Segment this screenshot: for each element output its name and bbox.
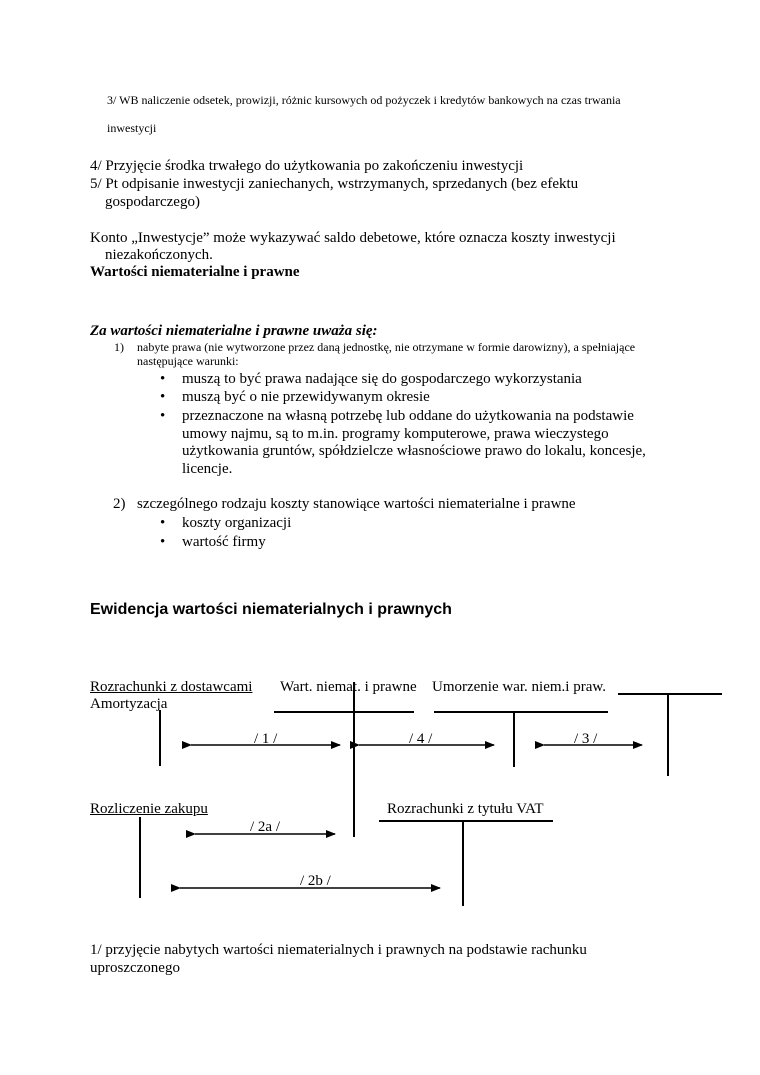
section-heading: Wartości niematerialne i prawne: [90, 264, 300, 280]
item-3-line-2: inwestycji: [107, 121, 157, 135]
bullet-item-line: umowy najmu, są to m.in. programy komputerowe, prawa wieczystego: [182, 426, 609, 442]
bullet-item: koszty organizacji: [182, 515, 292, 531]
account-label-amortyzacja: Amortyzacja: [90, 696, 168, 712]
konto-note-line-2: niezakończonych.: [105, 247, 213, 263]
account-label-umorzenie: Umorzenie war. niem.i praw.: [432, 679, 606, 695]
bullet-icon: •: [160, 408, 166, 424]
point-1-number: 1): [114, 340, 124, 354]
bullet-icon: •: [160, 389, 166, 405]
bullet-icon: •: [160, 534, 166, 550]
bullet-item: muszą być o nie przewidywanym okresie: [182, 389, 430, 405]
arrow-label-2b: / 2b /: [300, 873, 331, 889]
arrow-label-2a: / 2a /: [250, 819, 280, 835]
bullet-item-line: licencje.: [182, 461, 233, 477]
bullet-icon: •: [160, 371, 166, 387]
arrow-label-4: / 4 /: [409, 731, 433, 747]
footnote-1-line-1: 1/ przyjęcie nabytych wartości niematerialnych i prawnych na podstawie rachunku: [90, 942, 587, 958]
account-label-rozrachunki-vat: Rozrachunki z tytułu VAT: [387, 801, 544, 817]
definition-heading: Za wartości niematerialne i prawne uważa się:: [90, 323, 378, 339]
bullet-item: wartość firmy: [182, 534, 266, 550]
point-2-text: szczególnego rodzaju koszty stanowiące wartości niematerialne i prawne: [137, 496, 576, 512]
bullet-item: muszą to być prawa nadające się do gospodarczego wykorzystania: [182, 371, 582, 387]
item-5-line-1: 5/ Pt odpisanie inwestycji zaniechanych, wstrzymanych, sprzedanych (bez efektu: [90, 176, 579, 192]
diagram-title: Ewidencja wartości niematerialnych i prawnych: [90, 601, 452, 618]
account-label-rozliczenie-zakupu: Rozliczenie zakupu: [90, 801, 208, 817]
account-label-wart-niemat: Wart. niemat. i prawne: [280, 679, 417, 695]
point-2-number: 2): [113, 496, 126, 512]
arrow-label-1: / 1 /: [254, 731, 278, 747]
item-3-line-1: 3/ WB naliczenie odsetek, prowizji, różnic kursowych od pożyczek i kredytów bankowych na czas trwania: [107, 93, 621, 107]
bullet-item-line: użytkowania gruntów, spółdzielcze własnościowe prawo do lokalu, koncesje,: [182, 443, 646, 459]
bullet-icon: •: [160, 515, 166, 531]
footnote-1-line-2: uproszczonego: [90, 960, 180, 976]
account-label-rozrachunki-dostawcy: Rozrachunki z dostawcami: [90, 679, 253, 695]
point-1-line-1: nabyte prawa (nie wytworzone przez daną jednostkę, nie otrzymane w formie darowizny), a spełniające: [137, 340, 636, 354]
point-1-line-2: następujące warunki:: [137, 354, 239, 368]
item-4: 4/ Przyjęcie środka trwałego do użytkowania po zakończeniu inwestycji: [90, 158, 524, 174]
arrow-label-3: / 3 /: [574, 731, 598, 747]
bullet-item-line: przeznaczone na własną potrzebę lub oddane do użytkowania na podstawie: [182, 408, 634, 424]
item-5-line-2: gospodarczego): [105, 194, 200, 210]
konto-note-line-1: Konto „Inwestycje” może wykazywać saldo debetowe, które oznacza koszty inwestycji: [90, 230, 616, 246]
